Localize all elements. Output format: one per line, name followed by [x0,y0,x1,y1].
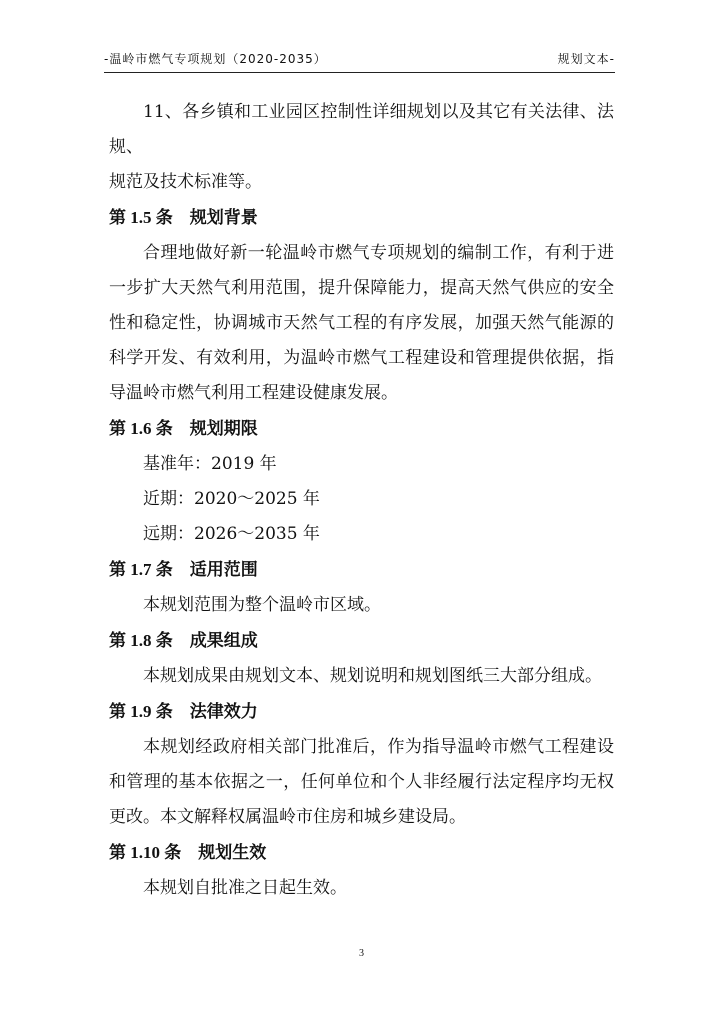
section-title: 成果组成 [189,631,258,651]
section-title: 规划期限 [189,419,258,439]
header-divider [104,72,615,73]
section-number: 第 1.5 条 [109,208,173,227]
period-base-year: 基准年：2019 年 [143,454,277,474]
paragraph-deliverables: 本规划成果由规划文本、规划说明和规划图纸三大部分组成。 [143,666,602,686]
document-body [109,95,614,906]
paragraph-item-11-continued: 规范及技术标准等。 [109,172,262,192]
header-section-label: 规划文本- [557,52,615,66]
section-title: 法律效力 [189,702,258,722]
period-long-term: 远期：2026～2035 年 [143,524,320,544]
section-number: 第 1.10 条 [109,843,182,862]
section-heading-1-5 [109,200,614,236]
section-number: 第 1.7 条 [109,560,173,579]
section-heading-1-7 [109,552,614,588]
section-heading-1-6 [109,411,614,447]
section-number: 第 1.6 条 [109,419,173,438]
section-number: 第 1.8 条 [109,631,173,650]
page-header [104,50,615,70]
section-heading-1-10 [109,835,614,871]
paragraph-legal-effect: 本规划经政府相关部门批准后，作为指导温岭市燃气工程建设和管理的基本依据之一，任何单位和个人非经履行法定程序均无权更改。本文解释权属温岭市住房和城乡建设局。 [109,737,614,827]
paragraph-effective-date: 本规划自批准之日起生效。 [143,878,347,898]
paragraph-item-11: 11、各乡镇和工业园区控制性详细规划以及其它有关法律、法规、 [109,102,614,157]
section-number: 第 1.9 条 [109,702,173,721]
section-heading-1-9 [109,694,614,730]
header-document-title: -温岭市燃气专项规划（2020-2035） [104,52,327,66]
period-near-term: 近期：2020～2025 年 [143,489,320,509]
section-title: 规划生效 [198,843,267,863]
section-heading-1-8 [109,623,614,659]
section-title: 适用范围 [189,560,258,580]
page-number: 3 [359,948,364,959]
section-title: 规划背景 [189,208,258,228]
paragraph-scope: 本规划范围为整个温岭市区域。 [143,595,381,615]
paragraph-background: 合理地做好新一轮温岭市燃气专项规划的编制工作，有利于进一步扩大天然气利用范围，提升保障能力，提高天然气供应的安全性和稳定性，协调城市天然气工程的有序发展，加强天然气能源的科学开发、有效利用，为温岭市燃气工程建设和管理提供依据，指导温岭市燃气利用工程建设健康发展。 [109,243,614,403]
